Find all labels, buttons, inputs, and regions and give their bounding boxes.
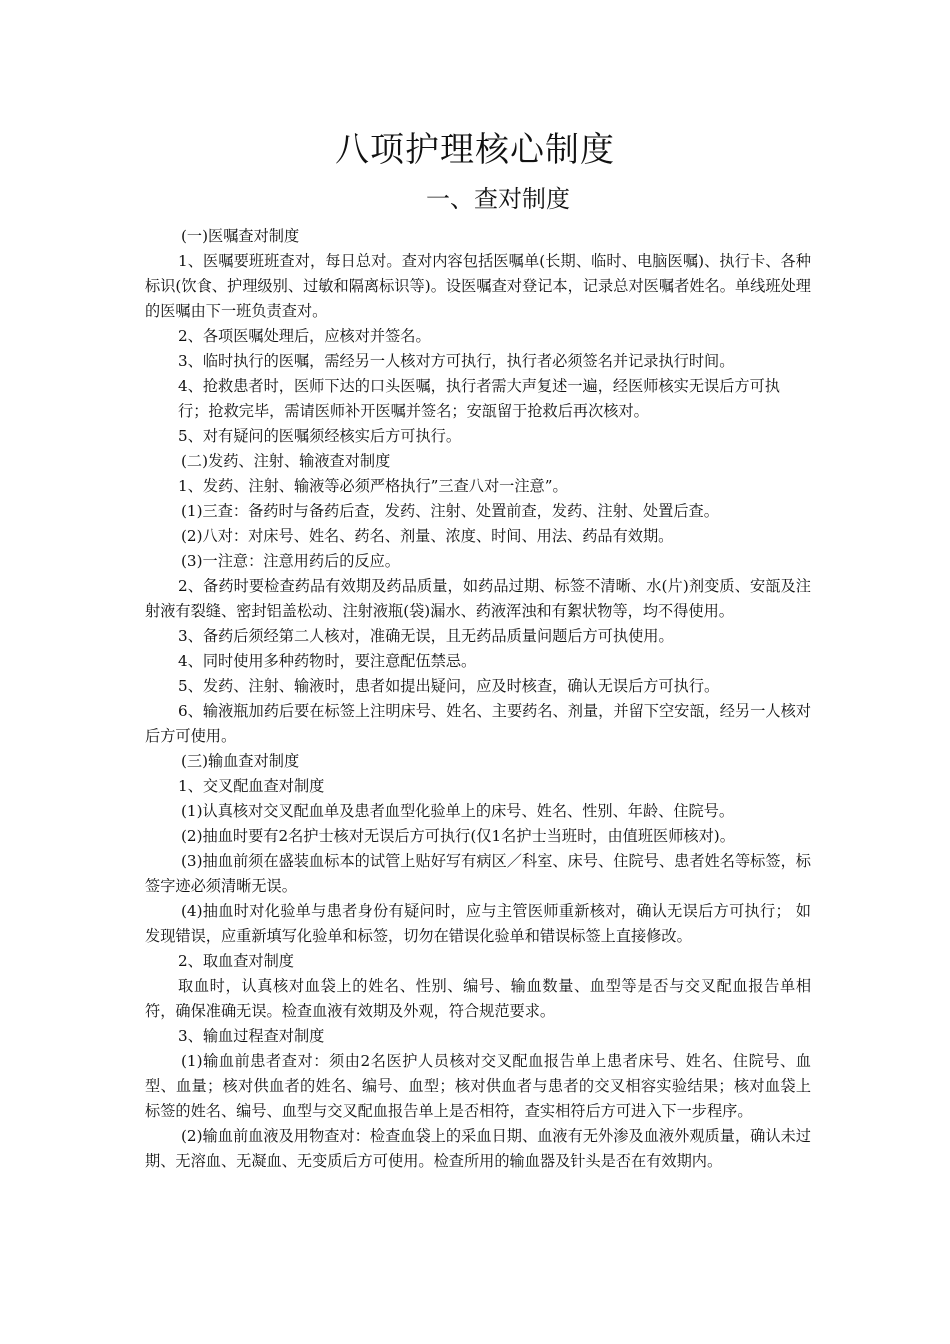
paragraph: (2)抽血时要有2名护士核对无误后方可执行(仅1名护士当班时，由值班医师核对)。 [181, 827, 735, 845]
subsection-heading: (三)输血查对制度 [181, 752, 300, 770]
paragraph: (1)三查：备药时与备药后查，发药、注射、处置前查，发药、注射、处置后查。 [181, 502, 719, 520]
paragraph: 1、交叉配血查对制度 [178, 777, 325, 795]
paragraph: (4)抽血时对化验单与患者身份有疑问时，应与主管医师重新核对，确认无误后方可执行； 如发现错误，应重新填写化验单和标签，切勿在错误化验单和错误标签上直接修改。 [145, 902, 811, 945]
paragraph: (2)八对：对床号、姓名、药名、剂量、浓度、时间、用法、药品有效期。 [181, 527, 674, 545]
section-title [0, 182, 950, 216]
paragraph: 2、各项医嘱处理后，应核对并签名。 [178, 327, 431, 345]
paragraph: 3、备药后须经第二人核对，准确无误，且无药品质量问题后方可执使用。 [178, 627, 674, 645]
paragraph: (3)抽血前须在盛装血标本的试管上贴好写有病区／科室、床号、住院号、患者姓名等标签，标签字迹必须清晰无误。 [145, 852, 811, 895]
paragraph: 3、输血过程查对制度 [178, 1027, 325, 1045]
section-title-text: 一、查对制度 [426, 185, 570, 213]
subsection-heading: (一)医嘱查对制度 [181, 227, 300, 245]
paragraph: (3)一注意：注意用药后的反应。 [181, 552, 400, 570]
paragraph: (1)认真核对交叉配血单及患者血型化验单上的床号、姓名、性别、年龄、住院号。 [181, 802, 735, 820]
subsection-heading: (二)发药、注射、输液查对制度 [181, 452, 391, 470]
paragraph: 6、输液瓶加药后要在标签上注明床号、姓名、主要药名、剂量，并留下空安瓿，经另一人核对后方可使用。 [145, 702, 811, 745]
document-title: 八项护理核心制度 [335, 130, 615, 170]
paragraph: 2、备药时要检查药品有效期及药品质量，如药品过期、标签不清晰、水(片)剂变质、安瓿及注射液有裂缝、密封铝盖松动、注射液瓶(袋)漏水、药液浑浊和有絮状物等，均不得使用。 [145, 577, 811, 620]
paragraph: 3、临时执行的医嘱，需经另一人核对方可执行，执行者必须签名并记录执行时间。 [178, 352, 735, 370]
paragraph: 5、发药、注射、输液时，患者如提出疑问，应及时核查，确认无误后方可执行。 [178, 677, 720, 695]
paragraph: 4、抢救患者时，医师下达的口头医嘱，执行者需大声复述一遍，经医师核实无误后方可执 [178, 377, 780, 395]
paragraph: (1)输血前患者查对：须由2名医护人员核对交叉配血报告单上患者床号、姓名、住院号、血型、血量；核对供血者的姓名、编号、血型；核对供血者与患者的交叉相容实验结果；核对血袋上标签的姓名、编号、血型与交叉配血报告单上是否相符，查实相符后方可进入下一步程序。 [145, 1052, 811, 1120]
paragraph: 1、发药、注射、输液等必须严格执行”三查八对一注意”。 [178, 477, 568, 495]
paragraph: 行；抢救完毕，需请医师补开医嘱并签名；安瓿留于抢救后再次核对。 [178, 402, 649, 420]
paragraph: 1、医嘱要班班查对，每日总对。查对内容包括医嘱单(长期、临时、电脑医嘱)、执行卡、各种标识(饮食、护理级别、过敏和隔离标识等)。设医嘱查对登记本，记录总对医嘱者姓名。单线班处理的医嘱由下一班负责查对。 [145, 252, 811, 320]
document-body [145, 224, 811, 1174]
paragraph: 4、同时使用多种药物时，要注意配伍禁忌。 [178, 652, 477, 670]
paragraph: (2)输血前血液及用物查对：检查血袋上的采血日期、血液有无外渗及血液外观质量，确认未过期、无溶血、无凝血、无变质后方可使用。检查所用的输血器及针头是否在有效期内。 [145, 1127, 811, 1170]
paragraph: 5、对有疑问的医嘱须经核实后方可执行。 [178, 427, 462, 445]
paragraph: 取血时，认真核对血袋上的姓名、性别、编号、输血数量、血型等是否与交叉配血报告单相符，确保准确无误。检查血液有效期及外观，符合规范要求。 [145, 977, 811, 1020]
paragraph: 2、取血查对制度 [178, 952, 294, 970]
